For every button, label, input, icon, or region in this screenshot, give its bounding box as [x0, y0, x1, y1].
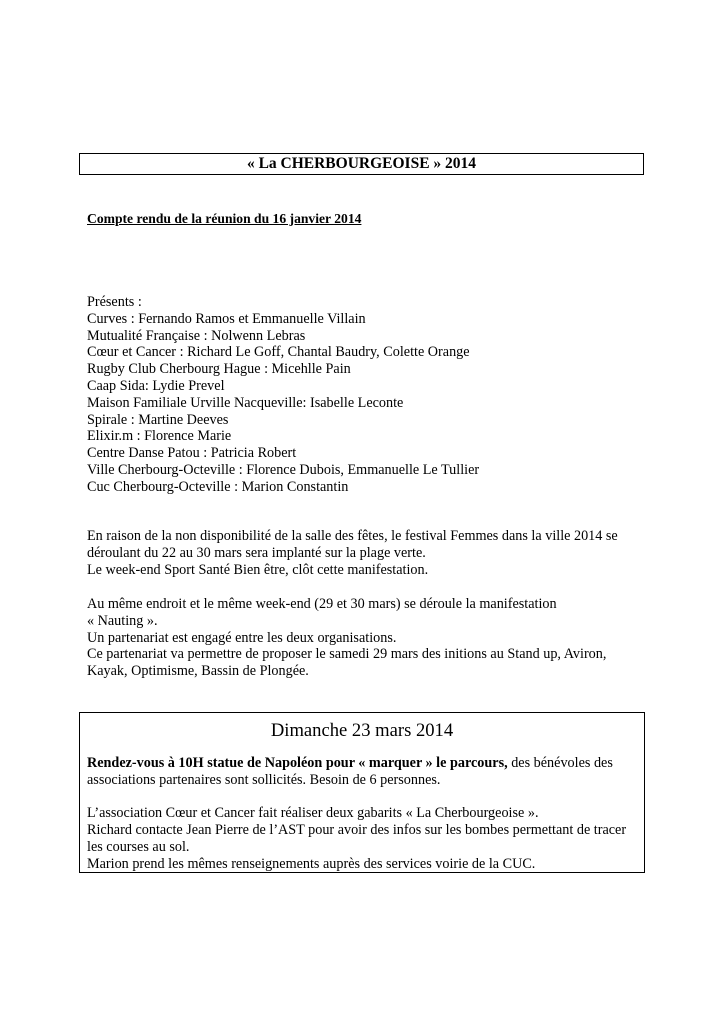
attendee-line: Caap Sida: Lydie Prevel: [87, 377, 225, 394]
paragraph-line: déroulant du 22 au 30 mars sera implanté sur la plage verte.: [87, 544, 426, 561]
attendee-line: Centre Danse Patou : Patricia Robert: [87, 445, 297, 462]
festival-paragraph: [87, 528, 647, 578]
paragraph-line: Kayak, Optimisme, Bassin de Plongée.: [87, 663, 309, 680]
meeting-subtitle: Compte rendu de la réunion du 16 janvier 2014: [87, 211, 362, 226]
attendee-line: Ville Cherbourg-Octeville : Florence Dubois, Emmanuelle Le Tullier: [87, 461, 480, 478]
attendees-list: [87, 294, 647, 496]
attendee-line: Mutualité Française : Nolwenn Lebras: [87, 327, 306, 344]
paragraph-line: Au même endroit et le même week-end (29 et 30 mars) se déroule la manifestation: [87, 596, 557, 612]
paragraph-line: Ce partenariat va permettre de proposer le samedi 29 mars des initions au Stand up, Aviron,: [87, 646, 607, 663]
rendezvous-paragraph: [87, 755, 639, 789]
paragraph-line: Un partenariat est engagé entre les deux organisations.: [87, 629, 397, 646]
sunday-line: Richard contacte Jean Pierre de l’AST pour avoir des infos sur les bombes permettant de tracer les courses au sol.: [87, 822, 627, 855]
sunday-line: Marion prend les mêmes renseignements auprès des services voirie de la CUC.: [87, 855, 536, 872]
partnership-paragraph: [87, 596, 647, 680]
attendee-line: Curves : Fernando Ramos et Emmanuelle Villain: [87, 310, 366, 327]
sunday-title: Dimanche 23 mars 2014: [270, 720, 454, 741]
attendee-line: Maison Familiale Urville Nacqueville: Isabelle Leconte: [87, 394, 404, 411]
document-title: « La CHERBOURGEOISE » 2014: [79, 153, 644, 175]
attendee-line: Elixir.m : Florence Marie: [87, 428, 232, 445]
attendee-line: Cuc Cherbourg-Octeville : Marion Constantin: [87, 478, 349, 495]
rendezvous-text: des bénévoles des associations partenaires sont sollicités. Besoin de 6 personnes.: [87, 755, 613, 788]
attendees-heading: Présents :: [87, 294, 142, 310]
sunday-section: [79, 712, 645, 873]
rendezvous-bold: Rendez-vous à 10H statue de Napoléon pour « marquer » le parcours,: [87, 755, 508, 771]
attendee-line: Spirale : Martine Deeves: [87, 411, 229, 428]
paragraph-line: Le week-end Sport Santé Bien être, clôt cette manifestation.: [87, 561, 429, 578]
sunday-body: [87, 755, 639, 873]
paragraph-line: « Nauting ».: [87, 612, 158, 629]
paragraph-line: En raison de la non disponibilité de la salle des fêtes, le festival Femmes dans la ville 2014 se: [87, 528, 618, 544]
sunday-line: L’association Cœur et Cancer fait réaliser deux gabarits « La Cherbourgeoise ».: [87, 805, 539, 822]
attendee-line: Cœur et Cancer : Richard Le Goff, Chantal Baudry, Colette Orange: [87, 344, 470, 361]
attendee-line: Rugby Club Cherbourg Hague : Micehlle Pain: [87, 361, 351, 378]
